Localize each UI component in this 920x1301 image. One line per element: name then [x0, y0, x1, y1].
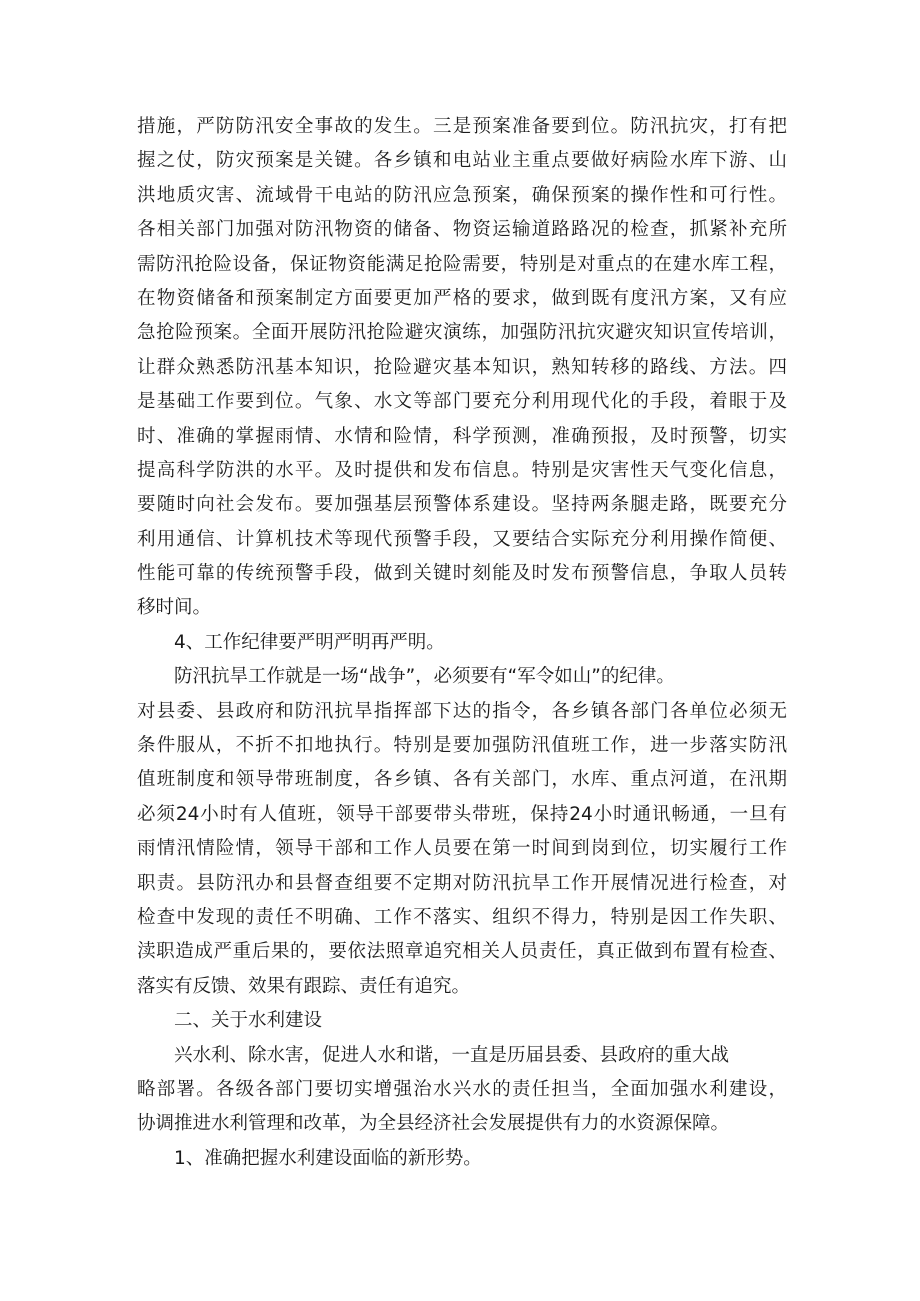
- paragraph-precautions: [137, 110, 787, 626]
- text-line: 让群众熟悉防汛基本知识，抢险避灾基本知识，熟知转移的路线、方法。四: [137, 356, 787, 378]
- text-line: 是基础工作要到位。气象、水文等部门要充分利用现代化的手段，着眼于及: [137, 391, 787, 413]
- text-line: 急抢险预案。全面开展防汛抢险避灾演练，加强防汛抗灾避灾知识宣传培训，: [137, 322, 787, 344]
- text-line: 需防汛抢险设备，保证物资能满足抢险需要，特别是对重点的在建水库工程，: [137, 253, 787, 275]
- text-line: 要随时向社会发布。要加强基层预警体系建设。坚持两条腿走路，既要充分: [137, 494, 787, 516]
- text-line: 值班制度和领导带班制度，各乡镇、各有关部门，水库、重点河道，在汛期: [137, 769, 787, 791]
- text-line: 必须24小时有人值班，领导干部要带头带班，保持24小时通讯畅通，一旦有: [137, 803, 787, 825]
- text-line: 时、准确的掌握雨情、水情和险情，科学预测，准确预报，及时预警，切实: [137, 425, 787, 447]
- heading-work-discipline: 4、工作纪律要严明严明再严明。: [174, 631, 445, 653]
- text-line: 防汛抗旱工作就是一场“战争”，必须要有“军令如山”的纪律。: [174, 666, 675, 688]
- text-line: 对县委、县政府和防汛抗旱指挥部下达的指令，各乡镇各部门各单位必须无: [137, 700, 787, 722]
- text-line: 洪地质灾害、流域骨干电站的防汛应急预案，确保预案的操作性和可行性。: [137, 184, 787, 206]
- text-line: 协调推进水利管理和改革，为全县经济社会发展提供有力的水资源保障。: [137, 1113, 730, 1135]
- text-line: 雨情汛情险情，领导干部和工作人员要在第一时间到岗到位，切实履行工作: [137, 838, 787, 860]
- text-line: 在物资储备和预案制定方面要更加严格的要求，做到既有度汛方案，又有应: [137, 287, 787, 309]
- section-heading-water-conservancy: 二、关于水利建设: [174, 1010, 323, 1032]
- text-line: 各相关部门加强对防汛物资的储备、物资运输道路路况的检查，抓紧补充所: [137, 219, 787, 241]
- text-line: 落实有反馈、效果有跟踪、责任有追究。: [137, 975, 471, 997]
- text-line: 兴水利、除水害，促进人水和谐，一直是历届县委、县政府的重大战: [174, 1044, 730, 1066]
- paragraph-discipline: [137, 660, 787, 1004]
- text-line: 渎职造成严重后果的，要依法照章追究相关人员责任，真正做到布置有检查、: [137, 941, 787, 963]
- text-line: 条件服从，不折不扣地执行。特别是要加强防汛值班工作，进一步落实防汛: [137, 735, 787, 757]
- text-line: 移时间。: [137, 597, 212, 619]
- paragraph-water-conservancy: [137, 1039, 787, 1142]
- text-line: 措施，严防防汛安全事故的发生。三是预案准备要到位。防汛抗灾，打有把: [137, 116, 787, 137]
- text-line: 性能可靠的传统预警手段，做到关键时刻能及时发布预警信息，争取人员转: [137, 563, 787, 585]
- heading-new-situation: 1、准确把握水利建设面临的新形势。: [174, 1147, 482, 1169]
- text-line: 略部署。各级各部门要切实增强治水兴水的责任担当，全面加强水利建设，: [137, 1078, 787, 1100]
- document-body: [137, 110, 787, 1176]
- text-line: 利用通信、计算机技术等现代预警手段，又要结合实际充分利用操作简便、: [137, 528, 787, 550]
- text-line: 提高科学防洪的水平。及时提供和发布信息。特别是灾害性天气变化信息，: [137, 459, 787, 481]
- text-line: 握之仗，防灾预案是关键。各乡镇和电站业主重点要做好病险水库下游、山: [137, 150, 787, 172]
- text-line: 职责。县防汛办和县督查组要不定期对防汛抗旱工作开展情况进行检查，对: [137, 872, 787, 894]
- text-line: 检查中发现的责任不明确、工作不落实、组织不得力，特别是因工作失职、: [137, 906, 787, 928]
